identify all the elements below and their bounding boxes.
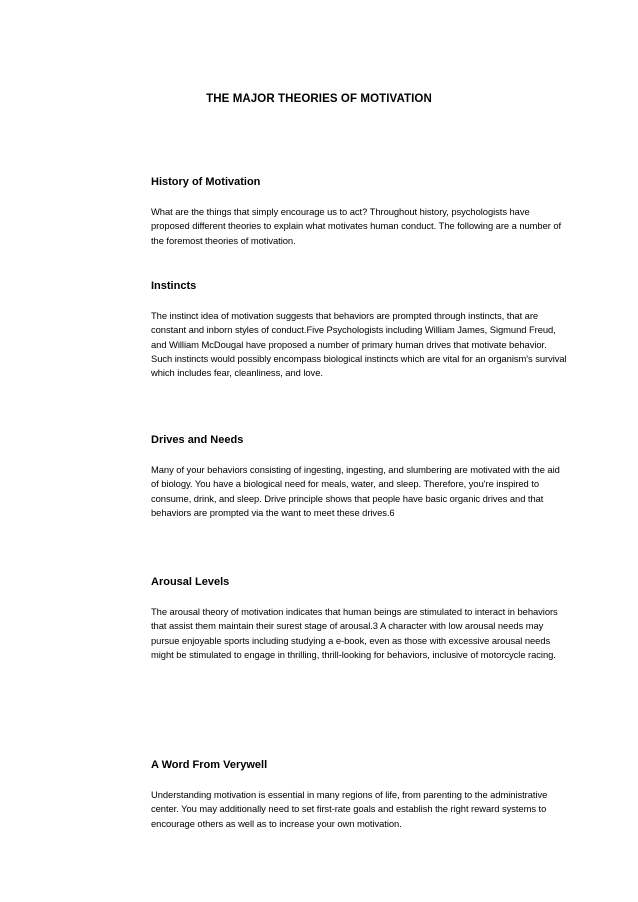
section-heading: Arousal Levels [151, 576, 230, 588]
section-body: Understanding motivation is essential in many regions of life, from parenting to the administrative center. You may additionally need to set first-rate goals and establish the right reward systems to encourage others as well as to increase your own motivation. [151, 789, 548, 829]
section-history-of-motivation [151, 175, 567, 248]
section-heading: History of Motivation [151, 176, 261, 188]
section-drives-and-needs [151, 433, 567, 520]
section-arousal-levels [151, 575, 567, 662]
section-body: The arousal theory of motivation indicates that human beings are stimulated to interact in behaviors that assist them maintain their surest stage of arousal.3 A character with low arousal needs may pursue enjoyable sports including studying a e-book, even as those with excessive arousal needs might be stimulated to engage in thrilling, thrill-looking for behaviors, inclusive of motorcycle racing. [151, 606, 558, 660]
section-body: Many of your behaviors consisting of ingesting, ingesting, and slumbering are motivated with the aid of biology. You have a biological need for meals, water, and sleep. Therefore, you're inspired to consume, drink, and sleep. Drive principle shows that people have basic organic drives and that behaviors are prompted via the want to meet these drives.6 [151, 464, 560, 518]
document-title: THE MAJOR THEORIES OF MOTIVATION [206, 93, 432, 105]
section-body: What are the things that simply encourage us to act? Throughout history, psychologists have proposed different theories to explain what motivates human conduct. The following are a number of the foremost theories of motivation. [151, 206, 562, 246]
section-heading: Instincts [151, 280, 197, 292]
section-a-word-from-verywell [151, 758, 567, 831]
section-heading: Drives and Needs [151, 434, 244, 446]
section-body: The instinct idea of motivation suggests that behaviors are prompted through instincts, that are constant and inborn styles of conduct.Five Psychologists including William James, Sigmund Freud, and William McDougal have proposed a number of primary human drives that motivate behavior. Such instincts would possibly encompass biological instincts which are vital for an organism's survival which includes fear, cleanliness, and love. [151, 310, 567, 379]
section-instincts [151, 279, 567, 380]
section-heading: A Word From Verywell [151, 759, 268, 771]
